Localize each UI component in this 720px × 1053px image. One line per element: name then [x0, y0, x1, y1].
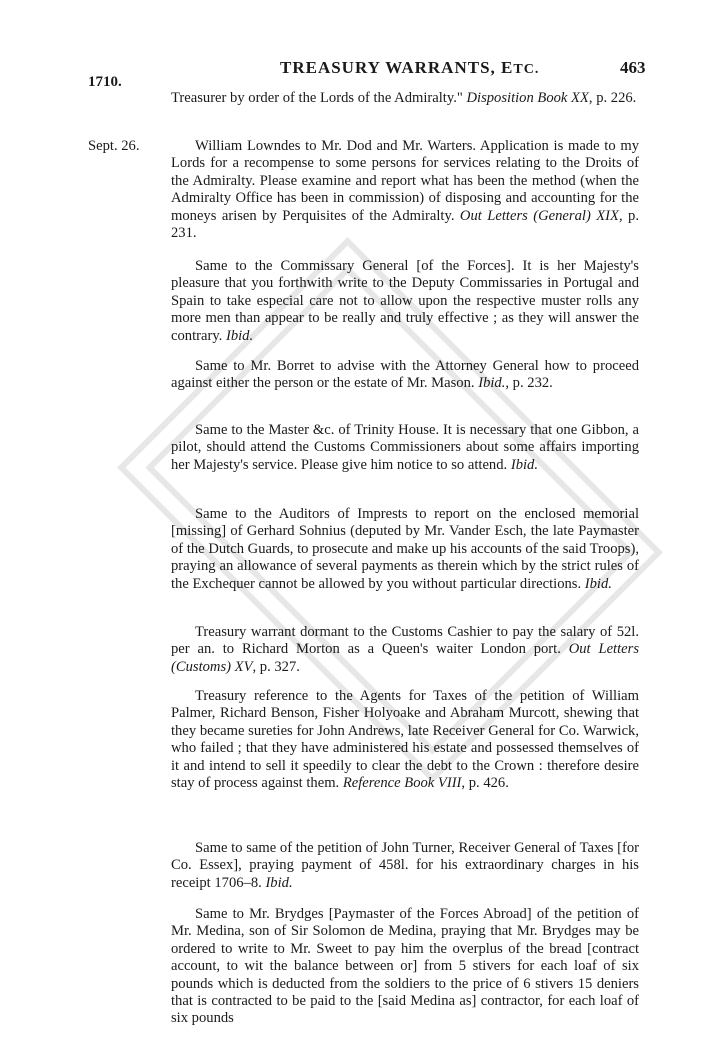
- entry-paragraph: Same to the Master &c. of Trinity House. It is necessary that one Gibbon, a pilot, should attend the Customs Commissioners about some affairs importing her Majesty's service. Please give him notice to so attend. Ibid.: [171, 422, 639, 473]
- running-title: TREASURY WARRANTS, ETC.: [280, 58, 540, 77]
- entry-paragraph: Same to the Commissary General [of the Forces]. It is her Majesty's pleasure that you forthwith write to the Deputy Commissaries in Portugal and Spain to take especial care not to allow upon the respective muster rolls any more men than appear to be really and truly effective ; as they will answer the contrary. Ibid.: [171, 258, 639, 344]
- entry-date: Sept. 26.: [88, 138, 140, 154]
- entry-paragraph: Same to Mr. Brydges [Paymaster of the Forces Abroad] of the petition of Mr. Medina, son of Sir Solomon de Medina, praying that Mr. Brydges may be ordered to write to Mr. Sweet to pay him the overplus of the bread [contract account, to wit the balance between or] from 5 stivers for each loaf of six pounds which is deducted from the soldiers to the price of 6 stivers 15 deniers that is contracted to be paid to the [said Medina as] contractor, for each loaf of six pounds: [171, 906, 639, 1027]
- entry-paragraph: Same to same of the petition of John Turner, Receiver General of Taxes [for Co. Essex], praying payment of 458l. for his extraordinary charges in his receipt 1706–8. Ibid.: [171, 840, 639, 891]
- entry-paragraph: Same to the Auditors of Imprests to report on the enclosed memorial [missing] of Gerhard Sohnius (deputed by Mr. Vander Esch, the late Paymaster of the Dutch Guards, to prosecute and make up his accounts of the said Troops), praying an allowance of several payments as therein which by the strict rules of the Exchequer cannot be allowed by you without particular directions. Ibid.: [171, 506, 639, 592]
- year-marginal: 1710.: [88, 74, 122, 90]
- running-header: [0, 50, 720, 90]
- entry-paragraph: Treasury warrant dormant to the Customs Cashier to pay the salary of 52l. per an. to Richard Morton as a Queen's waiter London port. Out Letters (Customs) XV, p. 327.: [171, 624, 639, 675]
- entry-paragraph: Same to Mr. Borret to advise with the Attorney General how to proceed against either the person or the estate of Mr. Mason. Ibid., p. 232.: [171, 358, 639, 392]
- entry-paragraph: Treasury reference to the Agents for Taxes of the petition of William Palmer, Richard Benson, Fisher Holyoake and Abraham Murcott, shewing that they became sureties for John Andrews, late Receiver General for Co. Warwick, who failed ; that they have administered his estate and possessed themselves of it and intend to sell it speedily to clear the debt to the Crown : therefore desire stay of process against them. Reference Book VIII, p. 426.: [171, 688, 639, 792]
- entry-paragraph: William Lowndes to Mr. Dod and Mr. Warters. Application is made to my Lords for a recompense to some persons for services relating to the Droits of the Admiralty. Please examine and report what has been the method (when the Admiralty Office has been in commission) of disposing and accounting for the moneys arisen by Perquisites of the Admiralty. Out Letters (General) XIX, p. 231.: [171, 138, 639, 242]
- entry-continuation: Treasurer by order of the Lords of the Admiralty." Disposition Book XX, p. 226.: [171, 90, 637, 106]
- page-number: 463: [620, 58, 646, 77]
